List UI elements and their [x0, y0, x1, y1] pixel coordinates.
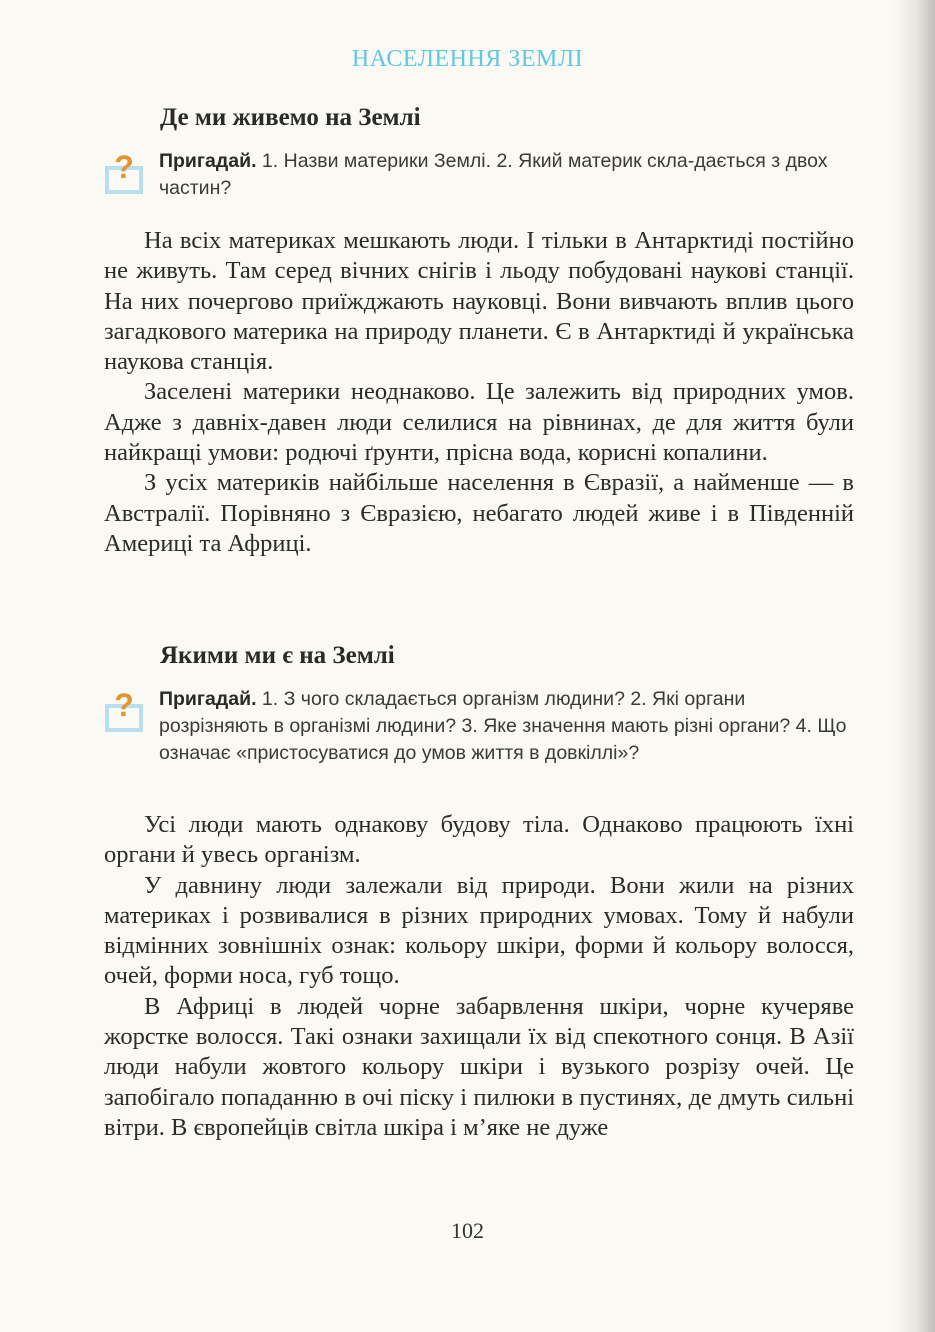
recall-questions: 1. З чого складається організм людини? 2. Які органи розрізняють в організмі людини? 3. Яке значення мають різні органи? 4. Що означає «пристосуватися до умов життя в довкіллі»?	[159, 688, 847, 764]
svg-text:?: ?	[114, 687, 134, 723]
chapter-title: НАСЕЛЕННЯ ЗЕМЛІ	[351, 46, 584, 72]
svg-text:?: ?	[114, 149, 134, 185]
question-box-icon	[104, 148, 146, 194]
recall-label: Пригадай.	[159, 150, 257, 172]
question-box-icon	[104, 686, 146, 732]
page-number: 102	[451, 1218, 484, 1243]
paragraph: Усі люди мають однакову будову тіла. Однаково працюють їхні органи й увесь організм.	[104, 811, 854, 869]
section-heading-what-we-are: Якими ми є на Землі	[160, 642, 395, 669]
section2-body	[104, 810, 854, 1143]
recall-label: Пригадай.	[159, 688, 257, 710]
paragraph: З усіх материків найбільше населення в Євразії, а найменше — в Австралії. Порівняно з Євразією, небагато людей живе і в Південній Америці та Африці.	[104, 469, 854, 557]
recall-prompt-2	[104, 686, 854, 767]
paragraph: Заселені материки неоднаково. Це залежить від природних умов. Адже з давніх-давен люди селилися на рівнинах, де для життя були найкращі умови: родючі ґрунти, прісна вода, корисні копалини.	[104, 378, 854, 467]
recall-prompt-1	[104, 148, 854, 202]
section-heading-where-we-live: Де ми живемо на Землі	[160, 104, 421, 131]
recall-questions: 1. Назви материки Землі. 2. Який материк скла-дається з двох частин?	[159, 150, 828, 199]
section1-body	[104, 226, 854, 559]
paragraph: У давнину люди залежали від природи. Вони жили на різних материках і розвивалися в різних природних умовах. Тому й набули відмінних зовнішніх ознак: кольору шкіри, форми й кольору волосся, очей, форми носа, губ тощо.	[104, 871, 854, 990]
paragraph: В Африці в людей чорне забарвлення шкіри, чорне кучеряве жорстке волосся. Такі ознаки захищали їх від спекотного сонця. В Азії люди набули жовтого кольору шкіри і вузького розрізу очей. Це запобігало попаданню в очі піску і пилюки в пустинях, де дмуть сильні вітри. В європейців світла шкіра і м’яке не дуже	[104, 992, 854, 1141]
recall-prompt-text	[159, 686, 854, 767]
paragraph: На всіх материках мешкають люди. І тільки в Антарктиді постійно не живуть. Там серед вічних снігів і льоду побудовані наукові станції. На них почергово приїжджають науковці. Вони вивчають вплив цього загадкового материка на природу планети. Є в Антарктиді й українська наукова станція.	[104, 227, 854, 376]
recall-prompt-text	[159, 148, 854, 202]
